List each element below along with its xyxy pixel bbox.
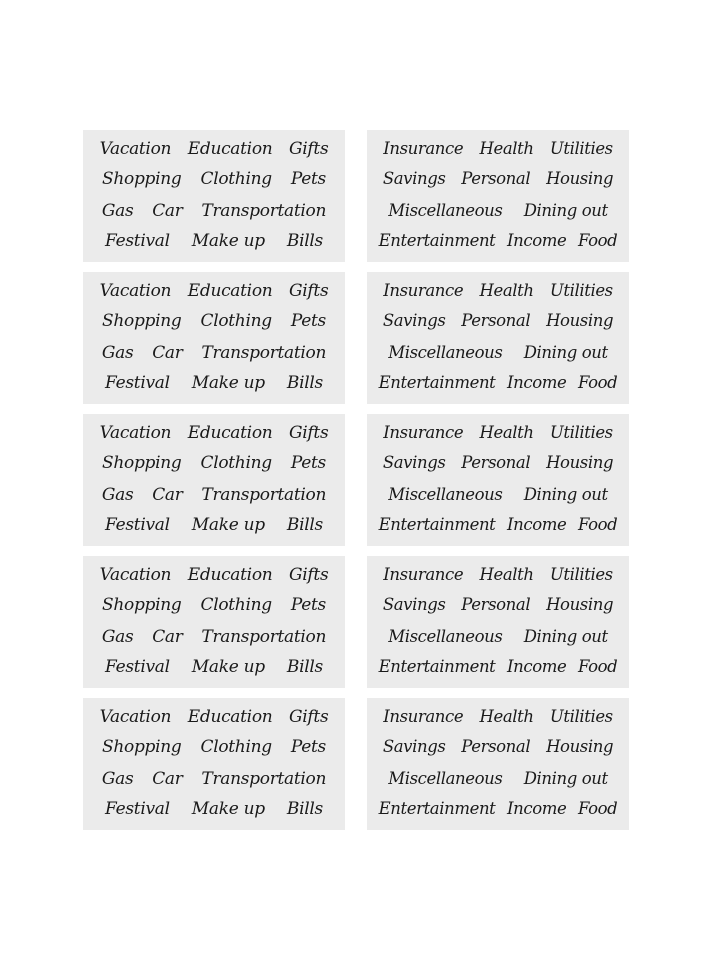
category-word: Education <box>187 281 273 301</box>
category-word: Food <box>577 373 618 392</box>
category-word: Personal <box>461 453 531 472</box>
label-word-row <box>83 310 345 332</box>
category-word: Make up <box>191 657 265 677</box>
left-label-card <box>83 556 345 688</box>
label-word-row <box>83 564 345 586</box>
category-word: Pets <box>290 311 326 331</box>
category-word: Gifts <box>289 707 329 727</box>
right-label-card <box>367 698 629 830</box>
category-word: Make up <box>191 799 265 819</box>
label-word-row <box>367 594 629 616</box>
category-word: Income <box>507 231 567 250</box>
category-word: Festival <box>105 799 170 819</box>
category-word: Education <box>187 139 273 159</box>
category-word: Housing <box>546 595 614 614</box>
label-word-row <box>367 168 629 190</box>
category-word: Vacation <box>99 565 172 585</box>
category-word: Clothing <box>200 169 272 189</box>
category-word: Pets <box>290 737 326 757</box>
label-word-row <box>83 736 345 758</box>
category-word: Transportation <box>201 201 327 221</box>
category-word: Car <box>152 627 183 647</box>
label-word-row <box>367 626 629 648</box>
label-word-row <box>367 138 629 160</box>
category-word: Shopping <box>102 169 182 189</box>
category-word: Health <box>479 281 534 300</box>
category-word: Gifts <box>289 281 329 301</box>
category-word: Shopping <box>102 737 182 757</box>
category-word: Income <box>507 373 567 392</box>
category-word: Food <box>577 799 618 818</box>
category-word: Savings <box>382 737 446 756</box>
label-word-row <box>367 514 629 536</box>
category-word: Festival <box>105 657 170 677</box>
category-word: Entertainment <box>378 799 496 818</box>
category-word: Bills <box>286 657 323 677</box>
category-word: Car <box>152 343 183 363</box>
category-word: Gas <box>101 627 134 647</box>
label-word-row <box>83 484 345 506</box>
category-word: Health <box>479 423 534 442</box>
category-word: Car <box>152 769 183 789</box>
label-word-row <box>367 452 629 474</box>
label-word-row <box>367 706 629 728</box>
label-word-row <box>367 656 629 678</box>
category-word: Personal <box>461 595 531 614</box>
category-word: Income <box>507 515 567 534</box>
category-word: Income <box>507 657 567 676</box>
label-word-row <box>83 230 345 252</box>
category-word: Gifts <box>289 423 329 443</box>
category-word: Food <box>577 515 618 534</box>
category-word: Insurance <box>383 139 464 158</box>
category-word: Savings <box>382 595 446 614</box>
category-word: Utilities <box>549 565 613 584</box>
category-word: Food <box>577 231 618 250</box>
category-word: Gifts <box>289 139 329 159</box>
category-word: Housing <box>546 737 614 756</box>
category-word: Utilities <box>549 707 613 726</box>
category-word: Festival <box>105 373 170 393</box>
label-word-row <box>367 736 629 758</box>
sticker-sheet <box>83 130 629 830</box>
category-word: Insurance <box>383 565 464 584</box>
category-word: Insurance <box>383 707 464 726</box>
category-word: Miscellaneous <box>388 201 503 220</box>
category-word: Make up <box>191 373 265 393</box>
right-label-card <box>367 272 629 404</box>
label-word-row <box>367 280 629 302</box>
label-word-row <box>367 230 629 252</box>
category-word: Insurance <box>383 281 464 300</box>
label-word-row <box>83 200 345 222</box>
label-word-row <box>367 200 629 222</box>
left-label-card <box>83 698 345 830</box>
category-word: Gas <box>101 201 134 221</box>
category-word: Health <box>479 707 534 726</box>
label-word-row <box>83 768 345 790</box>
category-word: Festival <box>105 515 170 535</box>
category-word: Make up <box>191 231 265 251</box>
category-word: Festival <box>105 231 170 251</box>
label-word-row <box>83 706 345 728</box>
category-word: Clothing <box>200 311 272 331</box>
category-word: Health <box>479 565 534 584</box>
category-word: Entertainment <box>378 515 496 534</box>
category-word: Clothing <box>200 737 272 757</box>
label-word-row <box>83 626 345 648</box>
label-word-row <box>83 798 345 820</box>
label-word-row <box>367 342 629 364</box>
category-word: Personal <box>461 169 531 188</box>
category-word: Gifts <box>289 565 329 585</box>
category-word: Education <box>187 423 273 443</box>
label-word-row <box>367 768 629 790</box>
category-word: Utilities <box>549 423 613 442</box>
label-word-row <box>367 372 629 394</box>
category-word: Shopping <box>102 595 182 615</box>
category-word: Transportation <box>201 485 327 505</box>
category-word: Clothing <box>200 453 272 473</box>
label-word-row <box>83 656 345 678</box>
category-word: Transportation <box>201 627 327 647</box>
category-word: Bills <box>286 799 323 819</box>
category-word: Entertainment <box>378 231 496 250</box>
category-word: Pets <box>290 595 326 615</box>
category-word: Vacation <box>99 707 172 727</box>
label-word-row <box>83 168 345 190</box>
right-label-card <box>367 130 629 262</box>
left-label-card <box>83 414 345 546</box>
category-word: Vacation <box>99 139 172 159</box>
category-word: Savings <box>382 311 446 330</box>
category-word: Shopping <box>102 453 182 473</box>
label-word-row <box>367 564 629 586</box>
label-word-row <box>83 280 345 302</box>
category-word: Vacation <box>99 423 172 443</box>
right-label-card <box>367 414 629 546</box>
category-word: Dining out <box>523 201 608 220</box>
label-word-row <box>83 594 345 616</box>
category-word: Miscellaneous <box>388 627 503 646</box>
category-word: Car <box>152 201 183 221</box>
category-word: Housing <box>546 169 614 188</box>
category-word: Dining out <box>523 343 608 362</box>
category-word: Miscellaneous <box>388 769 503 788</box>
category-word: Dining out <box>523 485 608 504</box>
label-word-row <box>83 342 345 364</box>
label-word-row <box>83 452 345 474</box>
category-word: Dining out <box>523 627 608 646</box>
label-word-row <box>367 310 629 332</box>
label-word-row <box>83 372 345 394</box>
category-word: Pets <box>290 453 326 473</box>
category-word: Housing <box>546 311 614 330</box>
category-word: Clothing <box>200 595 272 615</box>
category-word: Utilities <box>549 139 613 158</box>
category-word: Transportation <box>201 769 327 789</box>
category-word: Health <box>479 139 534 158</box>
category-word: Miscellaneous <box>388 343 503 362</box>
category-word: Education <box>187 707 273 727</box>
category-word: Bills <box>286 231 323 251</box>
category-word: Food <box>577 657 618 676</box>
category-word: Insurance <box>383 423 464 442</box>
category-word: Entertainment <box>378 657 496 676</box>
category-word: Gas <box>101 769 134 789</box>
category-word: Transportation <box>201 343 327 363</box>
right-label-card <box>367 556 629 688</box>
left-label-card <box>83 272 345 404</box>
category-word: Dining out <box>523 769 608 788</box>
category-word: Bills <box>286 373 323 393</box>
category-word: Gas <box>101 343 134 363</box>
left-label-card <box>83 130 345 262</box>
category-word: Car <box>152 485 183 505</box>
category-word: Personal <box>461 737 531 756</box>
category-word: Entertainment <box>378 373 496 392</box>
category-word: Income <box>507 799 567 818</box>
category-word: Housing <box>546 453 614 472</box>
category-word: Make up <box>191 515 265 535</box>
category-word: Personal <box>461 311 531 330</box>
category-word: Shopping <box>102 311 182 331</box>
category-word: Vacation <box>99 281 172 301</box>
category-word: Bills <box>286 515 323 535</box>
category-word: Utilities <box>549 281 613 300</box>
label-word-row <box>83 138 345 160</box>
label-word-row <box>367 798 629 820</box>
category-word: Education <box>187 565 273 585</box>
label-word-row <box>83 514 345 536</box>
category-word: Savings <box>382 453 446 472</box>
category-word: Pets <box>290 169 326 189</box>
label-word-row <box>83 422 345 444</box>
label-word-row <box>367 484 629 506</box>
category-word: Gas <box>101 485 134 505</box>
category-word: Savings <box>382 169 446 188</box>
category-word: Miscellaneous <box>388 485 503 504</box>
label-word-row <box>367 422 629 444</box>
